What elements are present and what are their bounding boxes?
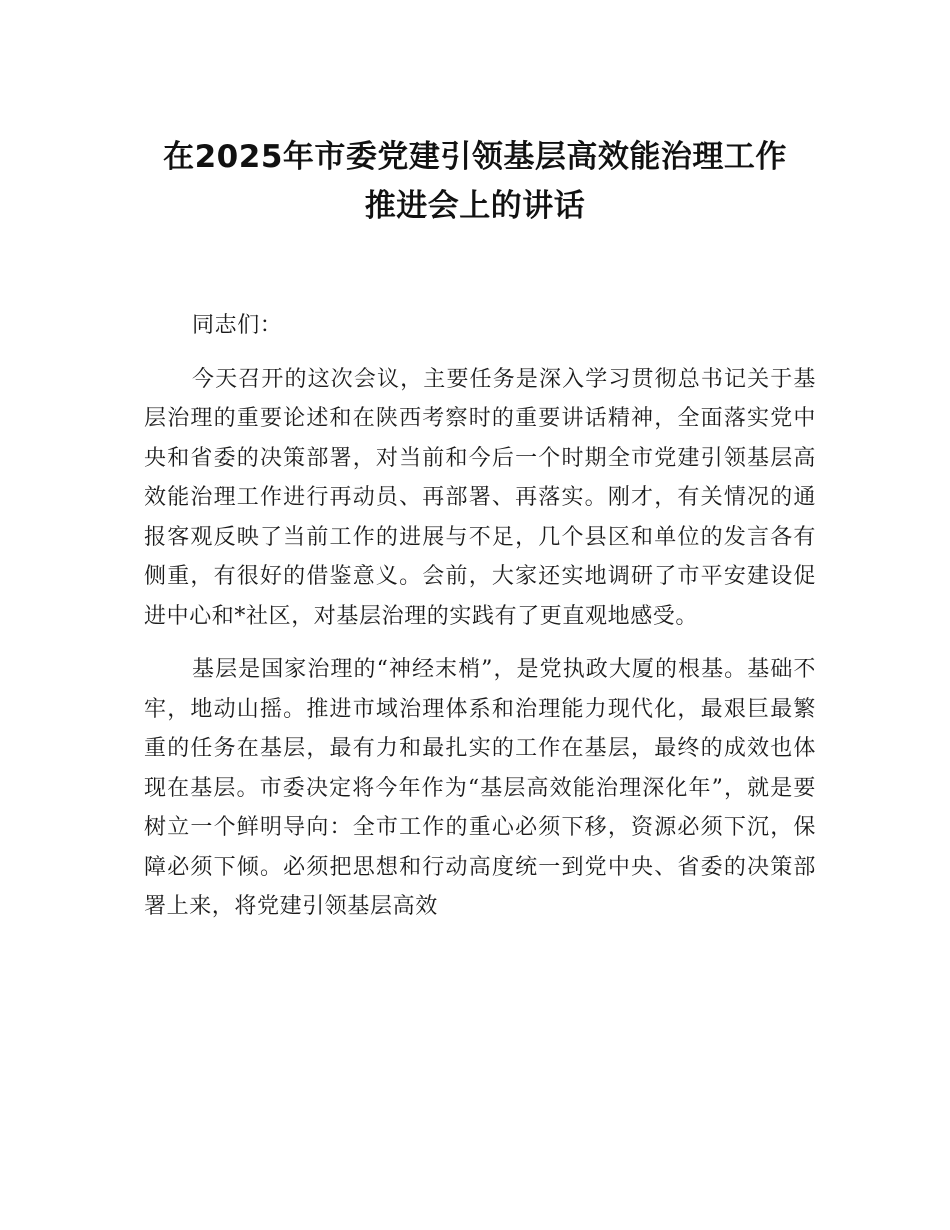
paragraph: 基层是国家治理的“神经末梢”，是党执政大厦的根基。基础不牢，地动山摇。推进市域治理体系和治理能力现代化，最艰巨最繁重的任务在基层，最有力和最扎实的工作在基层，最终的成效也体现在基层。市委决定将今年作为“基层高效能治理深化年”，就是要树立一个鲜明导向：全市工作的重心必须下移，资源必须下沉，保障必须下倾。必须把思想和行动高度统一到党中央、省委的决策部署上来，将党建引领基层高效 [144,657,816,919]
title-line-1: 在2025年市委党建引领基层高效能治理工作 [163,138,787,175]
greeting: 同志们： [192,313,283,338]
document-title [100,133,850,231]
document-body [144,306,816,941]
title-line-2: 推进会上的讲话 [364,187,586,224]
paragraph: 今天召开的这次会议，主要任务是深入学习贯彻总书记关于基层治理的重要论述和在陕西考察时的重要讲话精神，全面落实党中央和省委的决策部署，对当前和今后一个时期全市党建引领基层高效能治理工作进行再动员、再部署、再落实。刚才，有关情况的通报客观反映了当前工作的进展与不足，几个县区和单位的发言各有侧重，有很好的借鉴意义。会前，大家还实地调研了市平安建设促进中心和*社区，对基层治理的实践有了更直观地感受。 [144,366,816,629]
